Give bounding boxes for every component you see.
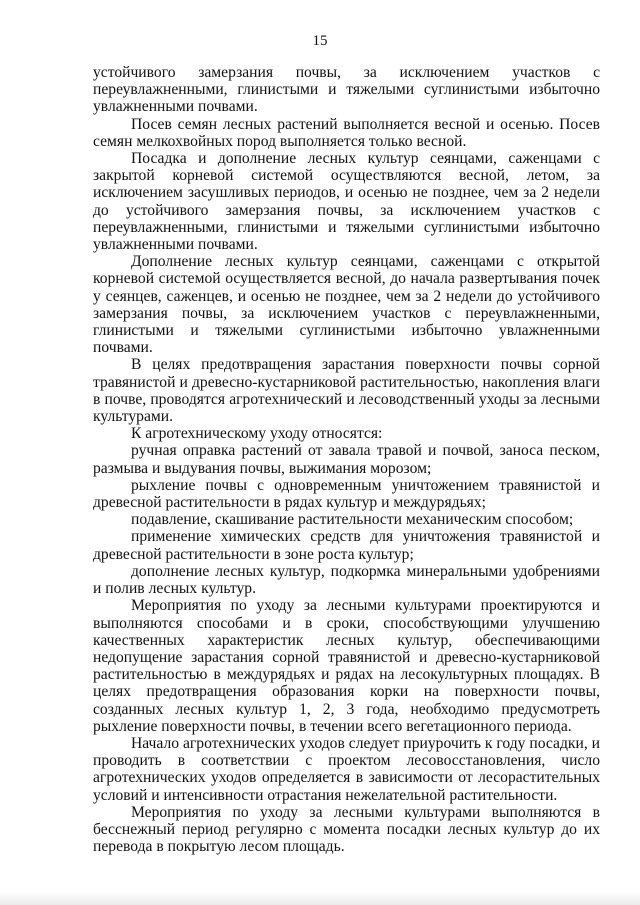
list-item: ручная оправка растений от завала травой и почвой, заноса песком, размыва и выдувания почвы, выжимания морозом;: [93, 442, 600, 477]
page-number: 15: [312, 33, 328, 49]
paragraph: К агротехническому уходу относятся:: [131, 425, 383, 443]
paragraph: Начало агротехнических уходов следует приурочить к году посадки, и проводить в соответствии с проектом лесовосстановления, число агротехнических уходов определяется в зависимости от лесорастительных условий и интенсивности отрастания нежелательной растительности.: [93, 734, 600, 804]
list-item: подавление, скашивание растительности механическим способом;: [131, 511, 574, 529]
document-body: [93, 64, 600, 855]
list-item: дополнение лесных культур, подкормка минеральными удобрениями и полив лесных культур.: [93, 562, 600, 598]
scan-edge-shadow: [0, 891, 640, 905]
paragraph: Мероприятия по уходу за лесными культурами выполняются в бесснежный период регулярно с момента посадки лесных культур до их перевода в покрытую лесом площадь.: [93, 803, 600, 856]
paragraph: Дополнение лесных культур сеянцами, саженцами с открытой корневой системой осуществляется весной, до начала развертывания почек у сеянцев, саженцев, и осенью не позднее, чем за 2 недели до устойчивого замерзания почвы, за исключением участков с переувлажненными, глинистыми и тяжелыми суглинистыми избыточно увлажненными почвами.: [93, 253, 600, 357]
paragraph: Посев семян лесных растений выполняется весной и осенью. Посев семян мелкохвойных пород выполняется только весной.: [93, 115, 600, 150]
paragraph: устойчивого замерзания почвы, за исключением участков с переувлажненными, глинистыми и тяжелыми суглинистыми избыточно увлажненными почвами.: [93, 64, 600, 116]
paragraph: Мероприятия по уходу за лесными культурами проектируются и выполняются способами и в сроки, способствующими улучшению качественных характеристик лесных культур, обеспечивающими недопущение зарастания сорной травянистой и древесно-кустарниковой растительностью в междурядьях и рядах на лесокультурных площадях. В целях предотвращения образования корки на поверхности почвы, созданных лесных культур 1, 2, 3 года, необходимо предусмотреть рыхление поверхности почвы, в течении всего вегетационного периода.: [93, 597, 600, 735]
paragraph: В целях предотвращения зарастания поверхности почвы сорной травянистой и древесно-кустарниковой растительностью, накопления влаги в почве, проводятся агротехнический и лесоводственный уходы за лесными культурами.: [93, 356, 600, 426]
list-item: применение химических средств для уничтожения травянистой и древесной растительности в зоне роста культур;: [93, 528, 600, 563]
paragraph: Посадка и дополнение лесных культур сеянцами, саженцами с закрытой корневой системой осуществляются весной, летом, за исключением засушливых периодов, и осенью не позднее, чем за 2 недели до устойчивого замерзания почвы, за исключением участков с переувлажненными, глинистыми и тяжелыми суглинистыми избыточно увлажненными почвами.: [93, 150, 600, 254]
list-item: рыхление почвы с одновременным уничтожением травянистой и древесной растительности в рядах культур и междурядьях;: [93, 476, 600, 512]
